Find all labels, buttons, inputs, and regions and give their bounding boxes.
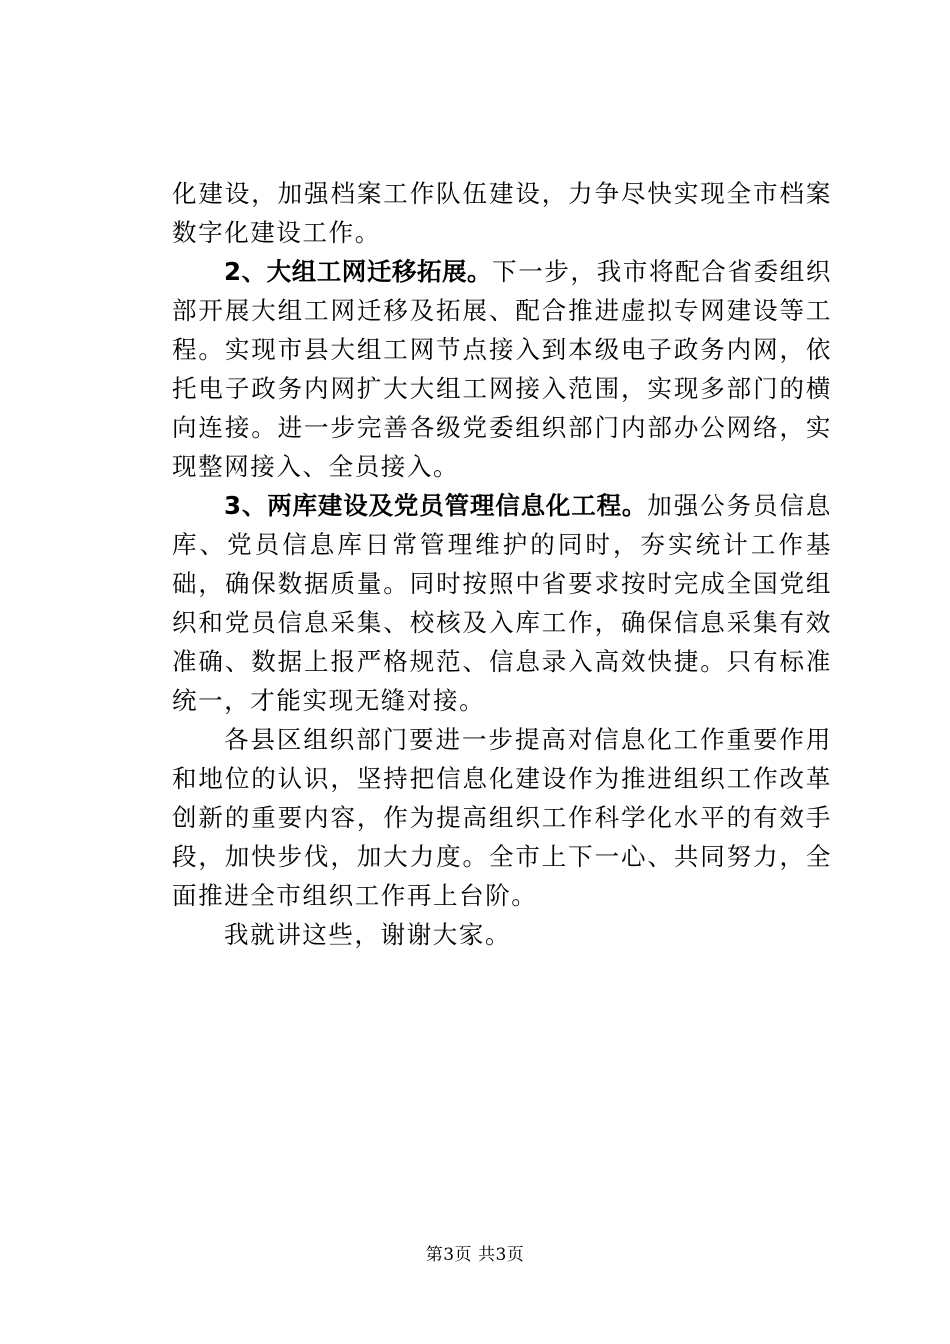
paragraph-continuation: [172, 174, 832, 252]
paragraph-text: 加强公务员信息库、党员信息库日常管理维护的同时，夯实统计工作基础，确保数据质量。同时按照中省要求按时完成全国党组织和党员信息采集、校核及入库工作，确保信息采集有效准确、数据上报严格规范、信息录入高效快捷。只有标准统一，才能实现无缝对接。: [172, 491, 833, 715]
paragraph-text: 下一步，我市将配合省委组织部开展大组工网迁移及拓展、配合推进虚拟专网建设等工程。实现市县大组工网节点接入到本级电子政务内网，依托电子政务内网扩大大组工网接入范围，实现多部门的横向连接。进一步完善各级党委组织部门内部办公网络，实现整网接入、全员接入。: [172, 257, 832, 481]
paragraph-network-migration: [172, 252, 832, 486]
section-heading: 2、大组工网迁移拓展。: [224, 257, 493, 286]
paragraph-text: 各县区组织部门要进一步提高对信息化工作重要作用和地位的认识，坚持把信息化建设作为推进组织工作改革创新的重要内容，作为提高组织工作科学化水平的有效手段，加快步伐，加大力度。全市上下一心、共同努力，全面推进全市组织工作再上台阶。: [172, 725, 832, 910]
paragraph-closing: [172, 915, 832, 954]
document-body: [172, 174, 832, 954]
paragraph-text: 化建设，加强档案工作队伍建设，力争尽快实现全市档案数字化建设工作。: [172, 179, 832, 247]
section-heading: 3、两库建设及党员管理信息化工程。: [224, 491, 648, 520]
page-number-footer: 第3页 共3页: [425, 1245, 525, 1265]
paragraph-county-departments: [172, 720, 832, 915]
paragraph-text: 我就讲这些，谢谢大家。: [224, 920, 512, 949]
paragraph-two-databases: [172, 486, 832, 720]
